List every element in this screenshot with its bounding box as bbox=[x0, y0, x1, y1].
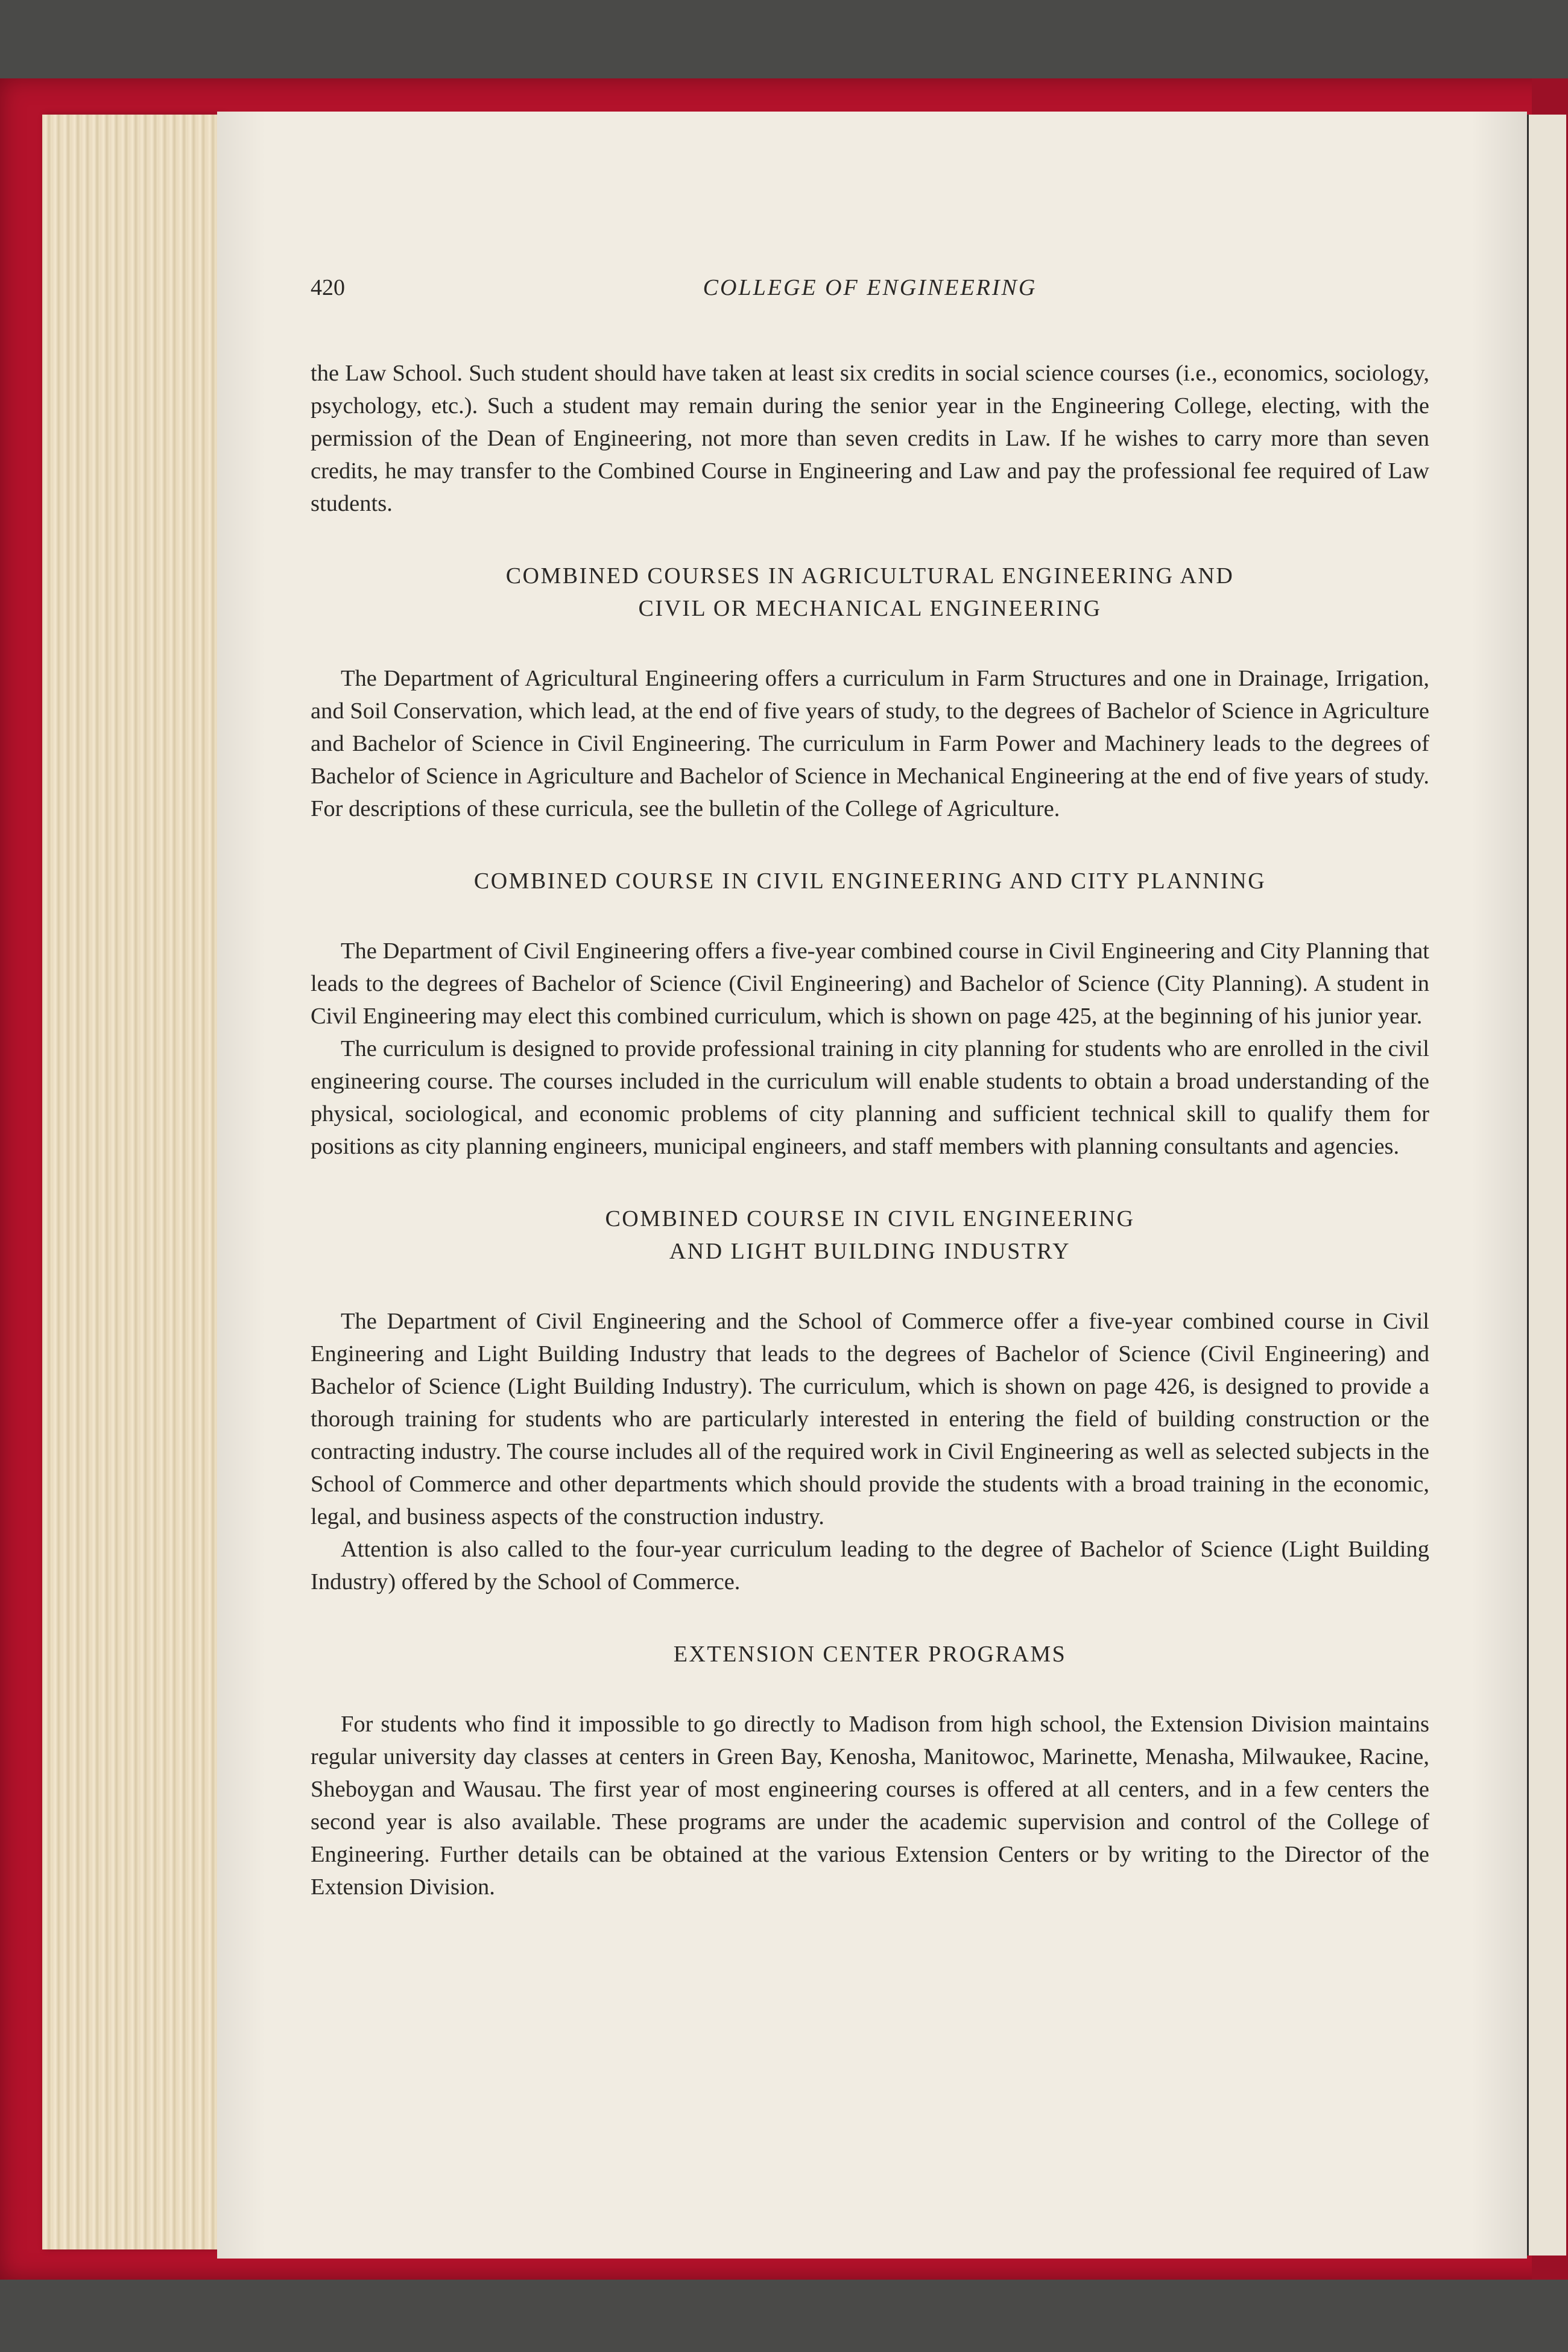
heading-line: CIVIL OR MECHANICAL ENGINEERING bbox=[638, 596, 1102, 621]
heading-line: AND LIGHT BUILDING INDUSTRY bbox=[669, 1239, 1071, 1264]
facing-page-strip bbox=[1527, 115, 1566, 2256]
paragraph: The curriculum is designed to provide professional training in city planning for students who are enrolled in the civil engineering course. The courses included in the curriculum will enable students to obtain a broad understanding of the physical, sociological, and economic problems of city planning and sufficient technical skill to qualify them for positions as city planning engineers, municipal engineers, and staff members with planning consultants and agencies. bbox=[311, 1036, 1429, 1159]
section-heading-extension bbox=[311, 1638, 1429, 1671]
page-stack-edges bbox=[42, 115, 223, 2249]
page-content bbox=[311, 271, 1429, 1903]
paragraph: The Department of Civil Engineering and the School of Commerce offer a five-year combined course in Civil Engineering and Light Building Industry that leads to the degrees of Bachelor of Science (Civil Engineering) and Bachelor of Science (Light Building Industry). The curriculum, which is shown on page 426, is designed to provide a thorough training for students who are particularly interested in entering the field of building construction or the contracting industry. The course includes all of the required work in Civil Engineering as well as selected subjects in the School of Commerce and other departments which should provide the students with a broad training in the economic, legal, and business aspects of the construction industry. bbox=[311, 1309, 1429, 1529]
intro-paragraph: the Law School. Such student should have taken at least six credits in social science courses (i.e., economics, sociology, psychology, etc.). Such a student may remain during the senior year in the Engineering College, electing, with the permission of the Dean of Engineering, not more than seven credits in Law. If he wishes to carry more than seven credits, he may transfer to the Combined Course in Engineering and Law and pay the professional fee required of Law students. bbox=[311, 361, 1429, 516]
paragraph: The Department of Agricultural Engineering offers a curriculum in Farm Structures and one in Drainage, Irrigation, and Soil Conservation, which lead, at the end of five years of study, to the degrees of Bachelor of Science in Agriculture and Bachelor of Science in Civil Engineering. The curriculum in Farm Power and Machinery leads to the degrees of Bachelor of Science in Agriculture and Bachelor of Science in Mechanical Engineering at the end of five years of study. For descriptions of these curricula, see the bulletin of the College of Agriculture. bbox=[311, 666, 1429, 821]
running-head: COLLEGE OF ENGINEERING bbox=[703, 275, 1037, 300]
section-heading-agricultural bbox=[311, 560, 1429, 625]
page-header bbox=[311, 271, 1429, 308]
section-heading-light-building bbox=[311, 1203, 1429, 1268]
heading-line: COMBINED COURSE IN CIVIL ENGINEERING bbox=[605, 1206, 1135, 1231]
page-number: 420 bbox=[311, 275, 345, 300]
paragraph: For students who find it impossible to go directly to Madison from high school, the Extension Division maintains regular university day classes at centers in Green Bay, Kenosha, Manitowoc, Marinette, Menasha, Milwaukee, Racine, Sheboygan and Wausau. The first year of most engineering courses is offered at all centers, and in a few centers the second year is also available. These programs are under the academic supervision and control of the College of Engineering. Further details can be obtained at the various Extension Centers or by writing to the Director of the Extension Division. bbox=[311, 1712, 1429, 1900]
heading-line: COMBINED COURSES IN AGRICULTURAL ENGINEERING AND bbox=[505, 563, 1234, 589]
paragraph: The Department of Civil Engineering offers a five-year combined course in Civil Engineering and City Planning that leads to the degrees of Bachelor of Science (Civil Engineering) and Bachelor of Science (City Planning). A student in Civil Engineering may elect this combined curriculum, which is shown on page 425, at the beginning of his junior year. bbox=[311, 938, 1429, 1029]
paragraph: Attention is also called to the four-year curriculum leading to the degree of Bachelor of Science (Light Building Industry) offered by the School of Commerce. bbox=[311, 1537, 1429, 1595]
heading-line: COMBINED COURSE IN CIVIL ENGINEERING AND CITY PLANNING bbox=[473, 868, 1266, 894]
heading-line: EXTENSION CENTER PROGRAMS bbox=[673, 1642, 1067, 1667]
section-heading-city-planning bbox=[311, 865, 1429, 897]
